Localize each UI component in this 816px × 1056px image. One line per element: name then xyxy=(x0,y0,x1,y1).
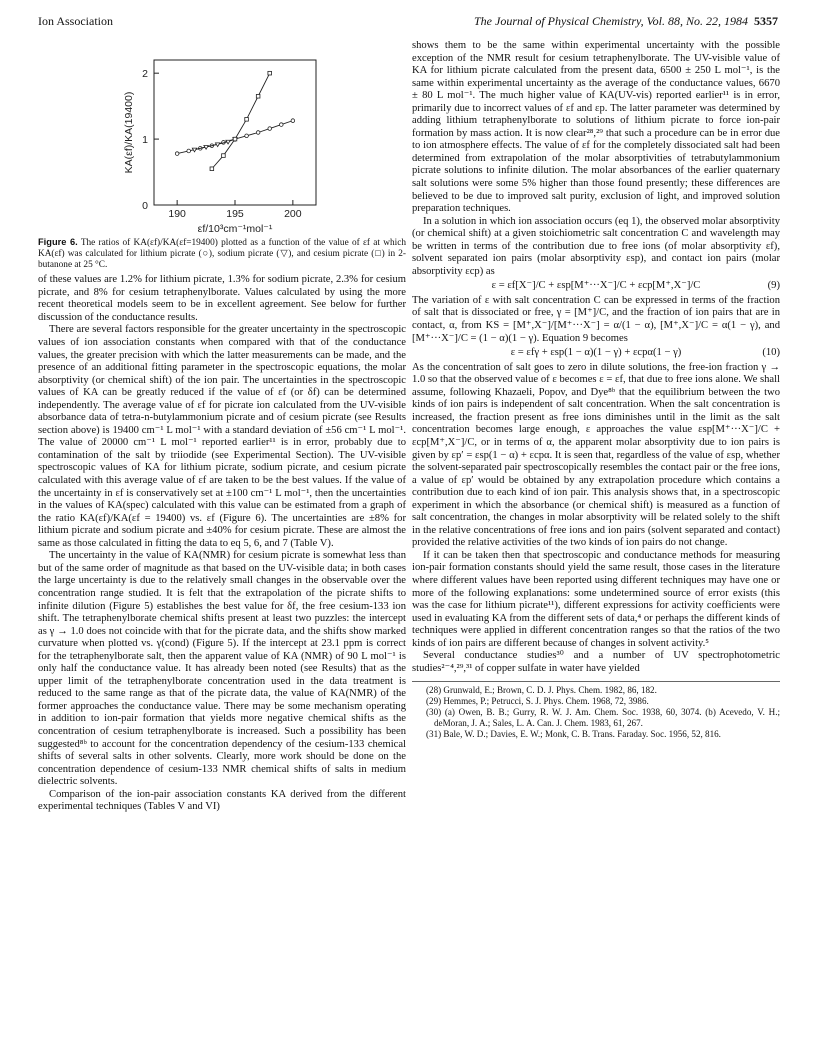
paragraph: The variation of ε with salt concentration C can be expressed in terms of the fraction of salt that is dissociated or free, γ = [M⁺]/C, and the fraction of ion pairs that are in contact, α, from KS = [M⁺,X⁻]/[M⁺···X⁻] = α/(1 − α), [M⁺,X⁻]/C = α(1 − γ), and [M⁺···X⁻]/C = (1 − α)(1 − γ). Equation 9 becomes xyxy=(412,294,780,344)
data-point-triangle xyxy=(204,146,208,150)
right-column xyxy=(412,40,780,740)
paragraph: shows them to be the same within experimental uncertainty with the possible exception of the NMR result for cesium tetraphenylborate. The UV-visible value of KA for lithium picrate calculated from the present data, 6500 ± 250 L mol⁻¹, is the same within experimental uncertainty as the average of the conductance values, 6670 ± 80 L mol⁻¹. The much higher value of KA(UV-vis) reported earlier¹¹ is in error, primarily due to incorrect values of εf and εp. The latter parameter was determined by adding lithium tetraphenylborate to solutions of lithium picrate to force ion-pair formation by mass action. It is now clear²⁸,²⁹ that such a procedure can be in error due to ion atmosphere effects. The value of εf for the completely dissociated salt had been determined from extrapolation of the molar absorptivities of tetrabutylammonium picrate solutions to infinite dilution. The molar absorbances of the earlier quaternary salt solutions were some 5% higher than those found presently; these differences are believed to be due to improved salt purity, exclusion of light, and improved solution preparation techniques. xyxy=(412,40,780,215)
x-axis-label: εf/10³cm⁻¹mol⁻¹ xyxy=(197,223,273,235)
left-column xyxy=(38,40,406,814)
data-point-circle xyxy=(245,134,249,138)
figure-6 xyxy=(38,40,406,235)
data-point-square xyxy=(268,71,272,75)
journal-citation: The Journal of Physical Chemistry, Vol. 88, No. 22, 1984 5357 xyxy=(474,14,778,28)
reference-item: (28) Grunwald, E.; Brown, C. D. J. Phys. Chem. 1982, 86, 182. xyxy=(426,685,657,696)
data-point-square xyxy=(210,167,214,171)
data-point-circle xyxy=(268,127,272,131)
paragraph: of these values are 1.2% for lithium picrate, 1.3% for sodium picrate, 2.3% for cesium picrate, and 8% for cesium tetraphenylborate. Values calculated by using the more recent theoretical models seem to be in excellent agreement. See below for further discussion of the conductance results. xyxy=(38,274,406,323)
x-tick-label: 190 xyxy=(168,208,186,220)
data-point-square xyxy=(233,137,237,141)
data-point-circle xyxy=(291,119,295,123)
page-header xyxy=(38,14,778,30)
x-tick-label: 195 xyxy=(226,208,244,220)
data-point-triangle xyxy=(192,148,196,152)
references xyxy=(412,681,780,740)
running-title: Ion Association xyxy=(38,14,113,28)
paragraph: There are several factors responsible for the greater uncertainty in the spectroscopic values of ion association constants when compared with that of the conductance values, the greater precision with which the latter measurements can be made, and the presence of an additional fitting parameter in the spectroscopic equations, the molar absorptivity (or chemical shift) of the ion pair. The uncertainties in the spectroscopic values of KA can be greatly reduced if the value of εf (or δf) can be determined independently. The average value of εf for picrate ion calculated from the UV-visible absorbance data of tetra-n-butylammonium picrate and of cesium picrate (see Results section above) is 19400 cm⁻¹ L mol⁻¹ with a standard deviation of ±56 cm⁻¹ L mol⁻¹. The value of 20000 cm⁻¹ L mol⁻¹ reported earlier¹¹ is in error, probably due to contamination of the salt by triiodide (see Experimental Section). The UV-visible spectroscopic values of KA for lithium picrate, sodium picrate, and cesium picrate calculated with this average value of εf are taken to be the best values. If the value of the uncertainty in εf is conservatively set at ±100 cm⁻¹ L mol⁻¹, then the uncertainties in the values of KA(spec) calculated with this value can be estimated from a graph of the ratio KA(εf)/KA(εf = 19400) vs. εf (Figure 6). The uncertainties are ±8% for lithium picrate and sodium picrate and ±40% for cesium picrate. These are almost the same as those calculated in fitting the data to eq 5, 6, and 7 (Table V). xyxy=(38,324,406,549)
page-number: 5357 xyxy=(754,14,778,28)
data-point-circle xyxy=(256,131,260,135)
reference-item: (31) Bale, W. D.; Davies, E. W.; Monk, C. B. Trans. Faraday. Soc. 1956, 52, 816. xyxy=(426,728,721,739)
series-line-square xyxy=(212,73,270,169)
data-point-square xyxy=(222,154,226,158)
paragraph: The uncertainty in the value of KA(NMR) for cesium picrate is somewhat less than but of the same order of magnitude as that based on the UV-visible data; in both cases the large uncertainty is due to the relatively small changes in the observable over the concentration range studied. It is felt that the extrapolation of the picrate shifts to infinite dilution (Figure 5) establishes the best value for δf, the free cesium-133 ion shift. The tetraphenylborate chemical shifts present at least two puzzles: the intercept as γ → 1.0 does not coincide with that for the picrate data, and the shifts show marked curvature when plotted vs. γ(cond) (Figure 5). If the intercept at 23.1 ppm is correct for the tetraphenylborate salt, then the apparent value of KA (NMR) of 90 L mol⁻¹ is only half the conductance value. It has already been noted (see Results) that as the upper limit of the tetraphenylborate concentration used in the data treatment is reduced to the same range as that of the picrate data, the value of KA(NMR) of the former approaches the conductance value. There may be some mechanism operating in addition to ion-pair formation that yields more negative chemical shifts as the concentration of cesium tetraphenylborate is increased. Such a possibility has been suggested⁸ᵇ to account for the concentration dependency of the cesium-133 chemical shifts of several salts in other solvents. Clearly, more work should be done on the concentration dependence of cesium-133 NMR chemical shifts of salts in medium dielectric solvents. xyxy=(38,550,406,788)
plot-frame xyxy=(154,60,316,205)
equation-9: ε = εf[X⁻]/C + εsp[M⁺···X⁻]/C + εcp[M⁺,X⁻]/C (9) xyxy=(491,280,780,292)
y-tick-label: 0 xyxy=(142,200,148,212)
data-point-square xyxy=(256,94,260,98)
x-tick-label: 200 xyxy=(284,208,302,220)
reference-item: (29) Hemmes, P.; Petrucci, S. J. Phys. Chem. 1968, 72, 3986. xyxy=(426,696,649,707)
data-point-circle xyxy=(279,123,283,127)
equation-10: ε = εfγ + εsp(1 − α)(1 − γ) + εcpα(1 − γ) (10) xyxy=(510,347,780,359)
data-point-triangle xyxy=(226,140,230,144)
paragraph: Comparison of the ion-pair association constants KA derived from the different experimental techniques (Tables V and VI) xyxy=(38,788,406,813)
y-tick-label: 1 xyxy=(142,134,148,147)
figure-6-chart xyxy=(38,40,406,235)
data-point-circle xyxy=(175,152,179,156)
data-point-square xyxy=(245,118,249,122)
data-point-circle xyxy=(187,149,191,153)
paragraph: In a solution in which ion association occurs (eq 1), the observed molar absorptivity (or chemical shift) at a given stoichiometric salt concentration C and wavelength may be written in terms of the contribution due to free ions (of molar absorptivity εf), solvent separated ion pairs (molar absorptivity εsp), and contact ion pairs (molar absorptivity εcp) as xyxy=(412,215,780,277)
paragraph: As the concentration of salt goes to zero in dilute solutions, the free-ion fraction γ → 1.0 so that the observed value of ε becomes ε = εf, that due to free ions alone. We shall assume, following Khazaeli, Popov, and Dye⁸ᵇ that the equilibrium between the two kinds of ion pairs is independent of salt concentration. When the salt concentration is increased, the fraction present as free ions diminishes until in the limit as the salt concentration becomes large enough, ε approaches the value εsp[M⁺···X⁻]/C + εcp[M⁺,X⁻]/C, or in terms of α, the apparent molar absorptivity due to ion pairs is given by εp′ = εsp(1 − α) + εcpα. It is seen that, regardless of the value of εsp, whether the solvent-separated pair spectroscopically resembles the contact pair or the free ions, a value of εp′ would be obtained by any extrapolation procedure which contains a contribution due to each kind of ion pair. This analysis shows that, in a spectroscopic experiment in which the absorbance (or chemical shift) is measured as a function of salt concentration, the changes in molar absorptivity will be related solely to the shift in the relative concentrations of free ions and ion pairs (solvent separated and contact) provided the relative activities of the two kinds of ion pairs do not change. xyxy=(412,361,780,549)
data-point-triangle xyxy=(215,143,219,147)
figure-6-caption: Figure 6. The ratios of KA(εf)/KA(εf=19400) plotted as a function of the value of εf at which KA(εf) was calculated for lithium picrate (○), sodium picrate (▽), and cesium picrate (□) in 2-butanone at 25 °C. xyxy=(38,237,406,271)
paragraph: Several conductance studies³⁰ and a number of UV spectrophotometric studies²⁻⁴,²⁹,³¹ of copper sulfate in water have yielded xyxy=(412,650,780,674)
paragraph: If it can be taken then that spectroscopic and conductance methods for measuring ion-pair formation constants should yield the same result, those cases in the literature where different values have been reported using different techniques may have one or more of the following explanations: some undetermined source of error exists (this was the case for lithium picrate¹¹), different expressions for activity coefficients were used in evaluating KA from the different sets of data,⁴ or perhaps the different kinds of techniques were applied in different concentration ranges so that the ratios of the two kinds of ion pairs are different because of changes in solvent activity.⁵ xyxy=(412,549,780,649)
y-tick-label: 2 xyxy=(142,68,148,81)
reference-item: (30) (a) Owen, B. B.; Gurry, R. W. J. Am. Chem. Soc. 1938, 60, 3074. (b) Acevedo, V. H.; deMoran, J. A.; Sales, L. A. Can. J. Chem. 1983, 61, 267. xyxy=(426,707,780,729)
y-axis-label: KA(εf)/KA(19400) xyxy=(123,91,135,174)
